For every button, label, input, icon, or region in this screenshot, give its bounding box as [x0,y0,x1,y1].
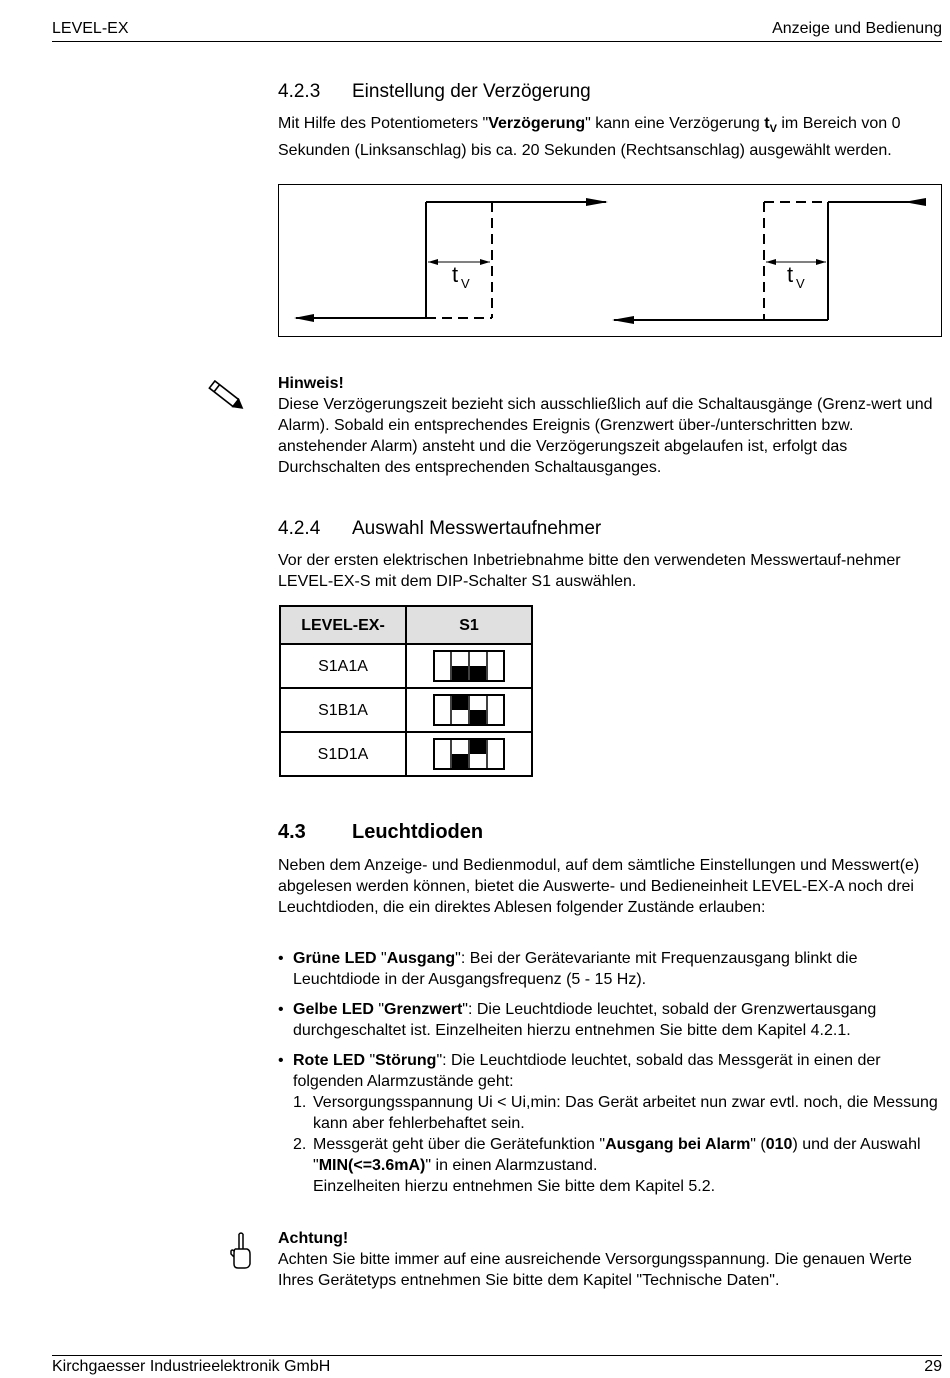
sensor-label: S1D1A [280,732,406,776]
pointing-hand-icon [230,1232,254,1270]
alarm-condition-item: 1. Versorgungsspannung Ui < Ui,min: Das Gerät arbeitet nun zwar evtl. noch, die Messung kann aber fehlerbehaftet sein. [293,1094,938,1132]
section-heading-4-2-4: 4.2.4 Auswahl Messwertaufnehmer [278,518,602,539]
list-item: • Grüne LED "Ausgang": Bei der Gerätevariante mit Frequenzausgang blinkt die Leuchtdiode in der Ausgangsfrequenz (5 - 15 Hz). [278,950,858,988]
note-block [278,373,942,478]
header-rule [52,41,942,42]
diagram-label-right: t [787,262,794,287]
table-header-s1: S1 [406,606,532,644]
note-title: Hinweis! [278,375,344,392]
dip-switch-icon [433,738,505,770]
dip-switch-setting [406,644,532,688]
footer-company: Kirchgaesser Industrieelektronik GmbH [52,1358,331,1375]
section-heading-4-3: 4.3 Leuchtdioden [278,821,484,843]
sensor-label: S1B1A [280,688,406,732]
sensor-label: S1A1A [280,644,406,688]
dip-switch-setting [406,688,532,732]
rising-edge-signal [294,198,608,322]
list-item: • Rote LED "Störung": Die Leuchtdiode leuchtet, sobald das Messgerät in einen der folgenden Alarmzustände geht: 1. Versorgungsspannung Ui < Ui,min: Das Gerät arbeitet nun zwar evtl. noch, die Messung kann aber fehlerbehaftet sein. 2. Messgerät geht über die Gerätefunktion "Ausgang bei Alarm" (010) und der Auswahl "MIN(<=3.6mA)" in einen Alarmzustand. Einzelheiten hierzu entnehmen Sie bitte dem Kapitel 5.2. [278,1050,942,1197]
dip-switch-table [279,605,533,777]
diagram-label-right-sub: V [796,276,805,291]
table-row [280,732,532,776]
dip-switch-icon [433,694,505,726]
delay-paragraph: Mit Hilfe des Potentiometers "Verzögerung" kann eine Verzögerung $t_V$ im Bereich von 0 Sekunden (Linksanschlag) bis ca. 20 Sekunden (Rechtsanschlag) ausgewählt werden. [278,115,901,160]
dip-switch-icon [433,650,505,682]
delay-timing-diagram [278,184,942,337]
note-text: Diese Verzögerungszeit bezieht sich ausschließlich auf die Schaltausgänge (Grenz-wert und Alarm). Sobald ein entsprechendes Ereignis (Grenzwert über-/unterschritten bzw. anstehender Alarm) ansteht und die Verzögerungszeit abgelaufen ist, erfolgt das Durchschalten des entsprechenden Schaltausganges. [278,396,933,476]
table-header-level-ex: LEVEL-EX- [280,606,406,644]
alarm-condition-item: 2. Messgerät geht über die Gerätefunktion "Ausgang bei Alarm" (010) und der Auswahl "MIN(<=3.6mA)" in einen Alarmzustand. Einzelheiten hierzu entnehmen Sie bitte dem Kapitel 5.2. [293,1136,921,1195]
caution-title: Achtung! [278,1230,349,1247]
header-right: Anzeige und Bedienung [772,20,942,37]
diagram-label-left-sub: V [461,276,470,291]
table-row [280,688,532,732]
list-item: • Gelbe LED "Grenzwert": Die Leuchtdiode leuchtet, sobald der Grenzwertausgang durchgeschaltet ist. Einzelheiten hierzu entnehmen Sie bitte dem Kapitel 4.2.1. [278,1001,877,1039]
page-number: 29 [924,1358,942,1375]
led-intro-paragraph: Neben dem Anzeige- und Bedienmodul, auf dem sämtliche Einstellungen und Messwert(e) abgelesen werden können, bietet die Auswerte- und Bedieneinheit LEVEL-EX-A noch drei Leuchtdioden, die ein direktes Ablesen folgender Zustände erlauben: [278,857,920,916]
caution-block [278,1228,942,1291]
falling-edge-signal [612,198,926,324]
table-row [280,644,532,688]
dip-switch-setting [406,732,532,776]
header-left: LEVEL-EX [52,20,129,37]
section-heading-4-2-3: 4.2.3 Einstellung der Verzögerung [278,81,591,102]
caution-text: Achten Sie bitte immer auf eine ausreichende Versorgungsspannung. Die genauen Werte Ihres Gerätetyps entnehmen Sie bitte dem Kapitel "Technische Daten". [278,1251,912,1289]
diagram-label-left: t [452,262,459,287]
diagram-frame [279,185,942,337]
pencil-icon [204,380,248,412]
sensor-selection-paragraph: Vor der ersten elektrischen Inbetriebnahme bitte den verwendeten Messwertauf-nehmer LEVEL-EX-S mit dem DIP-Schalter S1 auswählen. [278,552,901,590]
